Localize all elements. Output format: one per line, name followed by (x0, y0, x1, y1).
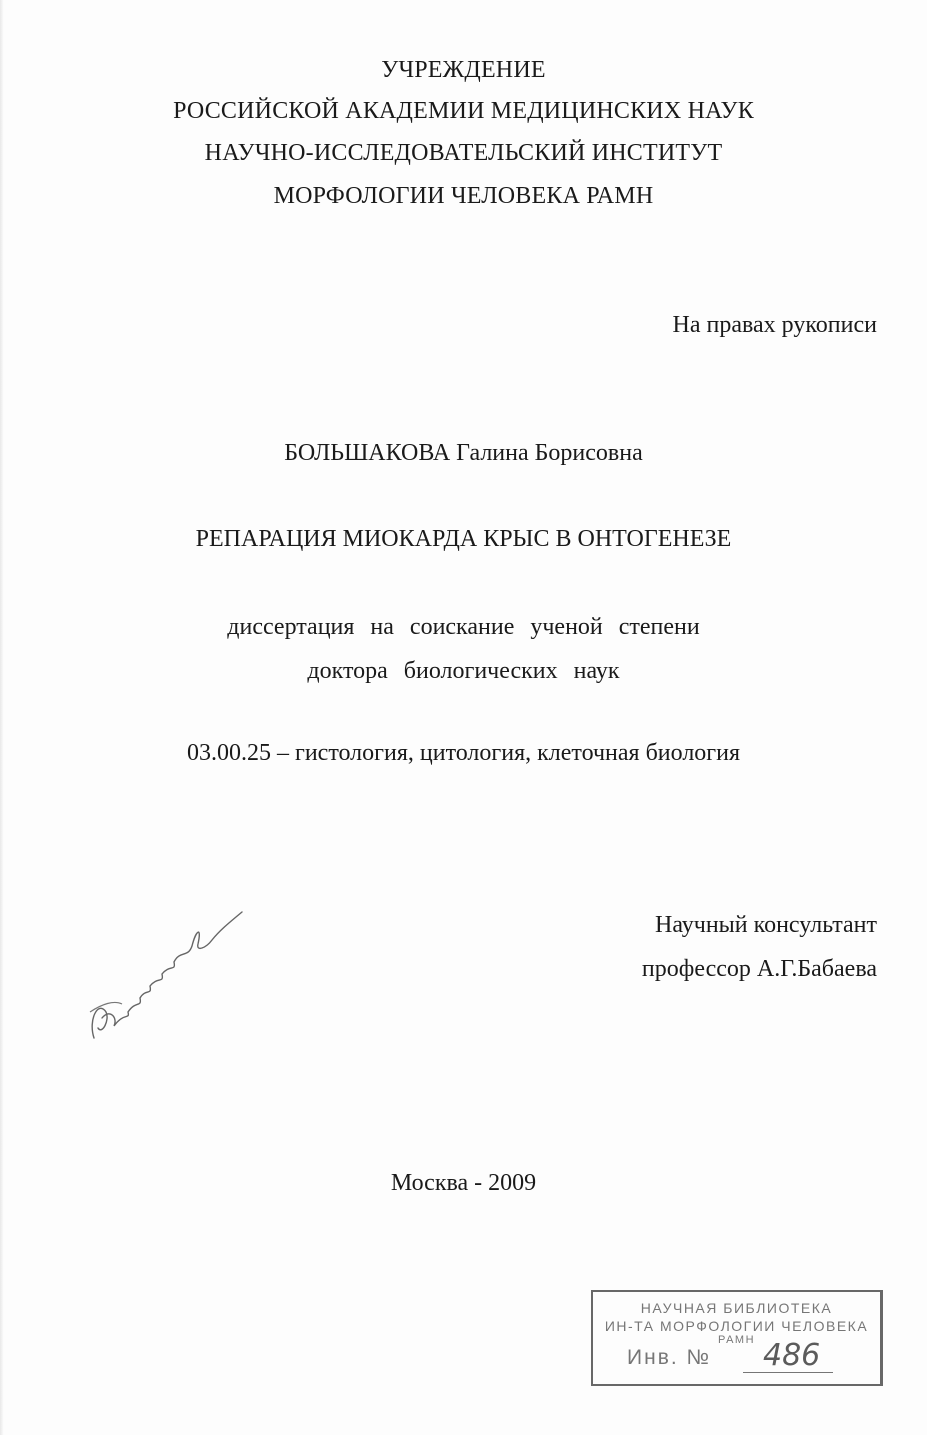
consultant-name: профессор А.Г.Бабаева (641, 956, 877, 982)
scan-edge-shadow (0, 0, 4, 1435)
stamp-line-2: ИН-ТА МОРФОЛОГИИ ЧЕЛОВЕКА (604, 1318, 869, 1334)
stamp-number-underline (743, 1372, 833, 1373)
stamp-inventory-label: Инв. № (627, 1346, 712, 1369)
stamp-inventory-number: 486 (763, 1338, 821, 1373)
stamp-line-3: РАМН (717, 1334, 756, 1346)
institution-line-4: МОРФОЛОГИИ ЧЕЛОВЕКА РАМН (273, 183, 654, 209)
dissertation-title: РЕПАРАЦИЯ МИОКАРДА КРЫС В ОНТОГЕНЕЗЕ (195, 526, 732, 552)
manuscript-rights-note: На правах рукописи (672, 312, 877, 338)
consultant-label: Научный консультант (655, 912, 877, 938)
degree-line-2: доктора биологических наук (307, 658, 620, 684)
library-stamp (591, 1290, 883, 1386)
degree-line-1: диссертация на соискание ученой степени (227, 614, 700, 640)
specialty-code: 03.00.25 – гистология, цитология, клеточная биология (186, 740, 741, 766)
handwritten-signature (80, 900, 250, 1050)
institution-line-2: РОССИЙСКОЙ АКАДЕМИИ МЕДИЦИНСКИХ НАУК (173, 98, 754, 124)
stamp-line-1: НАУЧНАЯ БИБЛИОТЕКА (640, 1300, 833, 1316)
author-name: БОЛЬШАКОВА Галина Борисовна (284, 440, 643, 466)
institution-line-1: УЧРЕЖДЕНИЕ (381, 57, 546, 83)
institution-line-3: НАУЧНО-ИССЛЕДОВАТЕЛЬСКИЙ ИНСТИТУТ (204, 140, 723, 166)
place-and-year: Москва - 2009 (390, 1170, 537, 1196)
